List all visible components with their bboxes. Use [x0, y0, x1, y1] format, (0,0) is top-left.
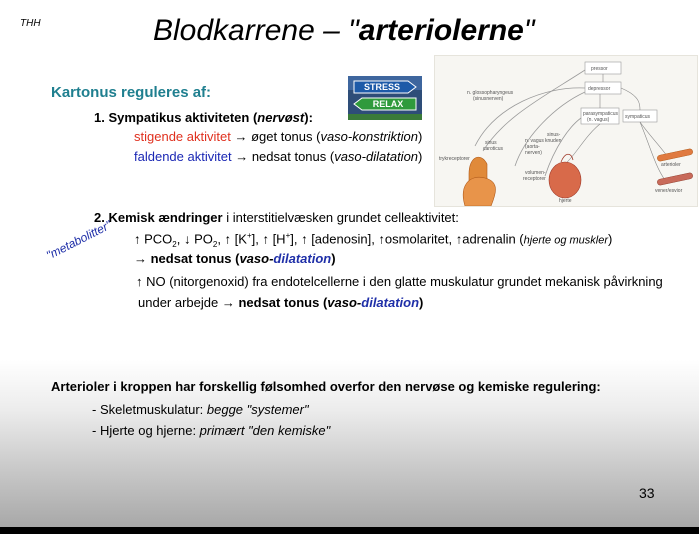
increase-effect: øget tonus ( — [247, 129, 321, 144]
stress-label: STRESS — [363, 82, 401, 92]
superscript-plus: + — [285, 231, 291, 240]
arteriole-icon — [657, 148, 693, 161]
arrow-right-icon: → — [221, 295, 235, 310]
under-arbejde-text: under arbejde — [138, 295, 222, 310]
result-text: nedsat tonus ( — [147, 251, 240, 266]
chemical-factors-line — [134, 231, 612, 249]
vasoconstriction-term: vaso-konstriktion — [320, 129, 418, 144]
result-close: ) — [331, 251, 336, 266]
chemical-result-line — [134, 251, 336, 266]
volumen-label: volumen- — [525, 170, 546, 176]
baroreflex-diagram — [434, 55, 698, 207]
vagus-box-label: (n. vagus) — [587, 117, 610, 123]
title-text: Blodkarrene – " — [153, 14, 359, 47]
heart-brain-note: primært "den kemiske" — [199, 423, 331, 438]
nitric-oxide-line: ↑ NO (nitorgenoxid) fra endotelcellerne i den glatte muskulatur grundet mekanisk påvirkning — [136, 274, 663, 289]
section1-label-end: ): — [304, 110, 313, 125]
vasodilatation-term: vaso-dilatation — [334, 149, 419, 164]
sinusnerven-label: (sinusnerven) — [473, 96, 504, 102]
caroticus-label: caroticus — [483, 146, 504, 152]
potassium-text: , ↑ [K — [217, 231, 247, 247]
section1-label-italic: nervøst — [257, 110, 305, 125]
arrow-right-icon: → — [134, 251, 147, 266]
author-initials: THH — [20, 18, 41, 29]
glossopharyngeus-label: n. glossopharyngeus — [467, 90, 514, 96]
relax-label: RELAX — [372, 99, 404, 109]
knuden-label: knuden — [545, 138, 562, 144]
pco2-text: ↑ PCO — [134, 231, 173, 247]
footer-item-skeletal — [92, 402, 309, 417]
title-emphasis: arteriolerne — [358, 14, 524, 47]
sympathetic-decrease-line — [134, 149, 422, 164]
increase-close: ) — [418, 129, 423, 144]
sinus-label: sinus — [485, 140, 497, 146]
no-result-close: ) — [419, 295, 424, 310]
po2-text: , ↓ PO — [176, 231, 213, 247]
slide-title — [153, 14, 535, 48]
vein-icon — [657, 172, 693, 185]
section1-label-start: 1. Sympatikus aktiviteten ( — [94, 110, 258, 125]
skeletal-note: begge "systemer" — [206, 402, 309, 417]
dilatation-term: dilatation — [273, 251, 332, 266]
trykreceptorer-label: trykreceptorer — [439, 156, 470, 162]
vagus-label: n. vagus — [525, 138, 544, 144]
nitric-oxide-result-line — [138, 295, 423, 310]
sympathetic-increase-line — [134, 129, 422, 144]
decrease-effect: nedsat tonus ( — [248, 149, 335, 164]
metabolitter-label: "metabolitter" — [44, 217, 114, 263]
footer-heading: Arterioler i kroppen har forskellig følsomhed overfor den nervøse og kemiske regulering: — [51, 379, 601, 394]
page-number: 33 — [639, 485, 655, 501]
no-result-text: nedsat tonus ( — [234, 295, 328, 310]
depressor-label: depressor — [588, 86, 611, 92]
subscript-2: 2 — [172, 239, 177, 249]
section2-label-rest: i interstitielvæsken grundet celleaktivitet: — [222, 210, 459, 225]
heart-icon — [549, 162, 581, 198]
arterioler-label: arterioler — [661, 162, 681, 168]
decrease-label: faldende aktivitet — [134, 149, 232, 164]
increase-label: stigende aktivitet — [134, 129, 231, 144]
arrow-right-icon: → — [234, 129, 248, 144]
stress-relax-image — [348, 76, 422, 120]
title-quote-end: " — [523, 14, 535, 47]
baroreflex-diagram-image — [435, 56, 697, 206]
arrow-right-icon: → — [235, 149, 249, 164]
vaso-term: vaso- — [327, 295, 362, 310]
hjerte-label: hjerte — [559, 198, 572, 204]
parasympaticus-label: parasympaticus — [583, 111, 619, 117]
heart-brain-label: - Hjerte og hjerne: — [92, 423, 200, 438]
decrease-close: ) — [418, 149, 423, 164]
other-factors-text: ], ↑ [adenosin], ↑osmolaritet, ↑adrenalin ( — [290, 231, 524, 247]
sinusknuden-label: sinus- — [547, 132, 561, 138]
section2-label — [94, 210, 459, 225]
section2-label-bold: 2. Kemisk ændringer — [94, 210, 223, 225]
footer-item-heart-brain — [92, 423, 330, 438]
factors-note: hjerte og muskler — [523, 234, 609, 247]
section-heading: Kartonus reguleres af: — [51, 84, 212, 101]
factors-close: ) — [608, 231, 613, 247]
receptorer-label: receptorer — [523, 176, 546, 182]
aorta-nerve-label: (aorta- — [525, 144, 540, 150]
nerven-label: nerven) — [525, 150, 542, 156]
pressor-label: pressor — [591, 66, 608, 72]
subscript-2: 2 — [212, 239, 218, 249]
sympaticus-label: sympaticus — [625, 114, 651, 120]
vaso-term: vaso- — [239, 251, 274, 266]
stress-relax-sign-icon — [348, 76, 422, 120]
vener-label: vener/esvior — [655, 188, 683, 194]
dilatation-term: dilatation — [361, 295, 420, 310]
superscript-plus: + — [246, 231, 252, 240]
skeletal-label: - Skeletmuskulatur: — [92, 402, 207, 417]
hydrogen-text: ], ↑ [H — [251, 231, 286, 247]
section1-label — [94, 110, 313, 125]
